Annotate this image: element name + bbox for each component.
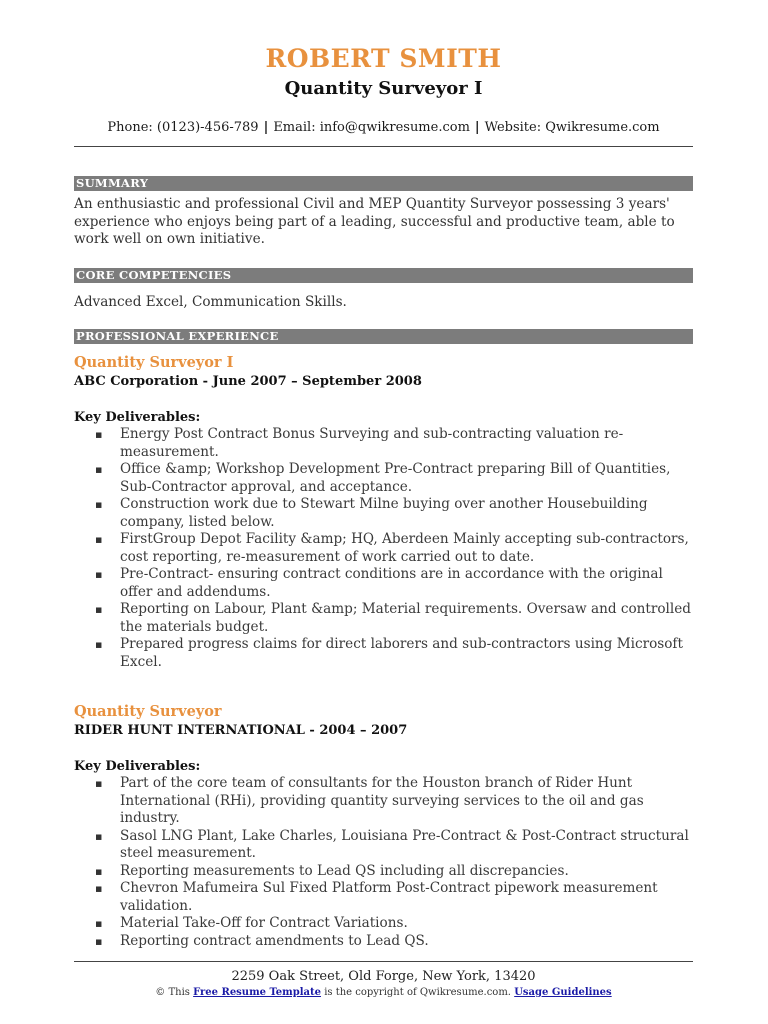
summary-text: An enthusiastic and professional Civil and MEP Quantity Surveyor possessing 3 years' experience who enjoys being part of a leading, successful and productive team, able to work well on own initiative.: [74, 196, 675, 247]
header-divider: [74, 146, 693, 147]
list-item: ▪ Construction work due to Stewart Milne buying over another Housebuilding company, listed below.: [120, 496, 693, 531]
list-item: ▪ Material Take-Off for Contract Variations.: [120, 915, 693, 933]
footer-copyright: [74, 986, 693, 999]
job-entry: [74, 703, 693, 950]
list-item: ▪ Reporting on Labour, Plant &amp; Material requirements. Oversaw and controlled the materials budget.: [120, 601, 693, 636]
contact-website: Website: Qwikresume.com: [484, 120, 660, 135]
candidate-name: ROBERT SMITH: [265, 44, 502, 73]
list-item: ▪ Reporting contract amendments to Lead QS.: [120, 933, 693, 951]
section-heading-summary: SUMMARY: [74, 176, 693, 191]
list-item: ▪ FirstGroup Depot Facility &amp; HQ, Aberdeen Mainly accepting sub-contractors, cost reporting, re-measurement of work carried out to date.: [120, 531, 693, 566]
list-item: ▪ Energy Post Contract Bonus Surveying and sub-contracting valuation re-measurement.: [120, 426, 693, 461]
deliverables-list: [74, 426, 693, 671]
contact-separator: |: [263, 120, 269, 135]
footer-divider: [74, 961, 693, 962]
job-company: RIDER HUNT INTERNATIONAL - 2004 – 2007: [74, 723, 408, 738]
footer-address: 2259 Oak Street, Old Forge, New York, 13420: [231, 969, 536, 984]
list-item: ▪ Sasol LNG Plant, Lake Charles, Louisiana Pre-Contract & Post-Contract structural steel measurement.: [120, 828, 693, 863]
list-item: ▪ Chevron Mafumeira Sul Fixed Platform Post-Contract pipework measurement validation.: [120, 880, 693, 915]
deliverables-list: [74, 775, 693, 950]
key-deliverables-label: Key Deliverables:: [74, 410, 201, 425]
competencies-text: Advanced Excel, Communication Skills.: [74, 293, 347, 310]
copyright-prefix: © This: [155, 987, 190, 998]
usage-guidelines-link[interactable]: Usage Guidelines: [514, 987, 612, 998]
key-deliverables-label: Key Deliverables:: [74, 759, 201, 774]
list-item: ▪ Part of the core team of consultants for the Houston branch of Rider Hunt International (RHi), providing quantity surveying services to the oil and gas industry.: [120, 775, 693, 828]
contact-separator: |: [474, 120, 480, 135]
section-heading-competencies: CORE COMPETENCIES: [74, 268, 693, 283]
free-resume-template-link[interactable]: Free Resume Template: [193, 987, 321, 998]
section-heading-experience: PROFESSIONAL EXPERIENCE: [74, 329, 693, 344]
contact-phone: Phone: (0123)-456-789: [107, 120, 259, 135]
job-company: ABC Corporation - June 2007 – September 2008: [74, 374, 422, 389]
list-item: ▪ Pre-Contract- ensuring contract conditions are in accordance with the original offer and addendums.: [120, 566, 693, 601]
contact-line: [74, 119, 693, 136]
job-entry: [74, 354, 693, 671]
copyright-middle: is the copyright of Qwikresume.com.: [324, 987, 511, 998]
list-item: ▪ Prepared progress claims for direct laborers and sub-contractors using Microsoft Excel.: [120, 636, 693, 671]
job-title: Quantity Surveyor: [74, 703, 222, 720]
list-item: ▪ Reporting measurements to Lead QS including all discrepancies.: [120, 863, 693, 881]
job-title: Quantity Surveyor I: [74, 354, 234, 371]
resume-page: [74, 0, 693, 999]
list-item: ▪ Office &amp; Workshop Development Pre-Contract preparing Bill of Quantities, Sub-Contractor approval, and acceptance.: [120, 461, 693, 496]
contact-email: Email: info@qwikresume.com: [273, 120, 470, 135]
candidate-title: Quantity Surveyor I: [284, 78, 483, 99]
